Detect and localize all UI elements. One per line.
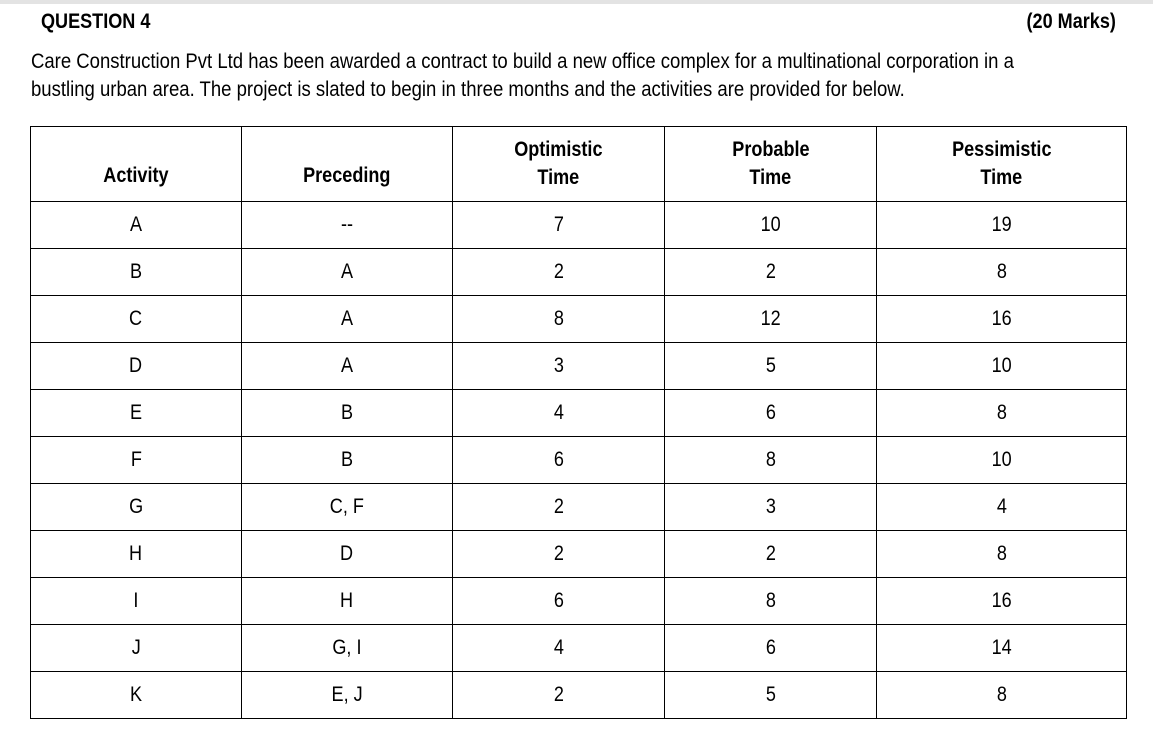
header-probable-time (665, 127, 877, 202)
cell-activity (31, 578, 242, 625)
cell-pessimistic-text: 8 (996, 542, 1007, 565)
cell-probable-text: 10 (760, 213, 781, 236)
cell-preceding (242, 202, 453, 249)
question-header (31, 8, 1116, 38)
cell-preceding (242, 484, 453, 531)
cell-activity-text: F (130, 448, 142, 471)
cell-optimistic (453, 343, 665, 390)
cell-probable (665, 249, 877, 296)
table-row (31, 531, 1127, 578)
cell-optimistic (453, 202, 665, 249)
cell-optimistic (453, 437, 665, 484)
cell-optimistic (453, 390, 665, 437)
intro-line-2: bustling urban area. The project is slated to begin in three months and the activities are provided for below. (31, 78, 905, 101)
cell-activity-text: G (128, 495, 144, 518)
question-marks: (20 Marks) (1026, 10, 1116, 33)
cell-probable (665, 672, 877, 719)
cell-optimistic-text: 2 (553, 542, 564, 565)
cell-optimistic-text: 4 (553, 636, 564, 659)
cell-preceding-text: E, J (331, 683, 363, 706)
cell-pessimistic (877, 625, 1127, 672)
top-divider (0, 0, 1153, 4)
cell-probable-text: 8 (765, 589, 776, 612)
cell-activity (31, 672, 242, 719)
cell-preceding (242, 531, 453, 578)
cell-preceding-text: H (340, 589, 354, 612)
cell-optimistic (453, 531, 665, 578)
cell-optimistic-text: 2 (553, 260, 564, 283)
cell-probable (665, 531, 877, 578)
cell-preceding-text: D (340, 542, 354, 565)
cell-pessimistic (877, 296, 1127, 343)
cell-preceding (242, 343, 453, 390)
table-row (31, 672, 1127, 719)
table-row (31, 578, 1127, 625)
table-header-row (31, 127, 1127, 202)
table-row (31, 202, 1127, 249)
cell-pessimistic (877, 202, 1127, 249)
cell-activity (31, 343, 242, 390)
cell-probable-text: 5 (765, 354, 776, 377)
header-pessimistic-line1: Pessimistic (951, 138, 1052, 161)
cell-pessimistic (877, 484, 1127, 531)
cell-activity (31, 249, 242, 296)
cell-preceding (242, 390, 453, 437)
header-probable-line2: Time (749, 166, 792, 189)
cell-probable-text: 6 (765, 636, 776, 659)
cell-probable-text: 2 (765, 542, 776, 565)
cell-pessimistic-text: 8 (996, 401, 1007, 424)
cell-probable (665, 437, 877, 484)
header-probable-line1: Probable (731, 138, 810, 161)
cell-activity-text: K (129, 683, 143, 706)
cell-pessimistic (877, 249, 1127, 296)
header-preceding-label: Preceding (303, 164, 391, 187)
cell-pessimistic-text: 19 (991, 213, 1012, 236)
cell-activity (31, 531, 242, 578)
cell-probable (665, 484, 877, 531)
cell-preceding (242, 578, 453, 625)
header-pessimistic-line2: Time (980, 166, 1023, 189)
cell-pessimistic-text: 16 (991, 589, 1012, 612)
table-row (31, 343, 1127, 390)
cell-pessimistic (877, 672, 1127, 719)
activity-table (30, 126, 1127, 719)
cell-preceding (242, 296, 453, 343)
cell-pessimistic-text: 14 (991, 636, 1012, 659)
cell-pessimistic (877, 437, 1127, 484)
header-pessimistic-time (877, 127, 1127, 202)
cell-activity (31, 296, 242, 343)
cell-probable-text: 6 (765, 401, 776, 424)
cell-probable-text: 8 (765, 448, 776, 471)
cell-pessimistic (877, 578, 1127, 625)
question-intro (31, 48, 1107, 104)
cell-activity (31, 625, 242, 672)
cell-preceding-text: B (340, 448, 354, 471)
table-row (31, 296, 1127, 343)
cell-preceding-text: G, I (332, 636, 362, 659)
cell-pessimistic (877, 390, 1127, 437)
cell-probable (665, 296, 877, 343)
cell-optimistic-text: 4 (553, 401, 564, 424)
cell-optimistic-text: 2 (553, 683, 564, 706)
cell-activity-text: J (131, 636, 141, 659)
cell-preceding (242, 672, 453, 719)
cell-activity (31, 202, 242, 249)
cell-pessimistic-text: 10 (991, 448, 1012, 471)
header-optimistic-time (453, 127, 665, 202)
header-activity-label: Activity (103, 164, 169, 187)
cell-probable-text: 3 (765, 495, 776, 518)
cell-activity-text: D (129, 354, 143, 377)
cell-pessimistic-text: 10 (991, 354, 1012, 377)
header-optimistic-line1: Optimistic (514, 138, 603, 161)
table-row (31, 484, 1127, 531)
cell-pessimistic-text: 8 (996, 260, 1007, 283)
cell-probable-text: 2 (765, 260, 776, 283)
cell-activity-text: A (129, 213, 143, 236)
table-row (31, 625, 1127, 672)
cell-preceding-text: A (340, 354, 354, 377)
table-row (31, 249, 1127, 296)
cell-probable (665, 390, 877, 437)
cell-optimistic (453, 672, 665, 719)
cell-probable (665, 578, 877, 625)
cell-pessimistic-text: 4 (996, 495, 1007, 518)
cell-activity (31, 390, 242, 437)
cell-optimistic-text: 7 (553, 213, 564, 236)
cell-preceding (242, 249, 453, 296)
cell-activity-text: I (133, 589, 139, 612)
cell-optimistic (453, 625, 665, 672)
cell-optimistic-text: 3 (553, 354, 564, 377)
intro-line-1: Care Construction Pvt Ltd has been awarded a contract to build a new office complex for a multinational corporation in a (31, 50, 1014, 73)
cell-pessimistic-text: 16 (991, 307, 1012, 330)
cell-pessimistic (877, 531, 1127, 578)
cell-pessimistic (877, 343, 1127, 390)
cell-activity-text: E (129, 401, 143, 424)
cell-preceding-text: -- (340, 213, 354, 236)
cell-preceding (242, 437, 453, 484)
cell-optimistic-text: 8 (553, 307, 564, 330)
cell-preceding-text: A (340, 307, 354, 330)
cell-preceding-text: A (340, 260, 354, 283)
cell-pessimistic-text: 8 (996, 683, 1007, 706)
question-title: QUESTION 4 (41, 10, 151, 33)
cell-preceding-text: C, F (329, 495, 365, 518)
cell-activity-text: H (129, 542, 143, 565)
cell-activity-text: B (129, 260, 143, 283)
cell-probable (665, 202, 877, 249)
cell-optimistic (453, 578, 665, 625)
cell-optimistic (453, 484, 665, 531)
cell-probable-text: 5 (765, 683, 776, 706)
table-row (31, 390, 1127, 437)
cell-probable (665, 625, 877, 672)
cell-probable (665, 343, 877, 390)
table-row (31, 437, 1127, 484)
header-optimistic-line2: Time (537, 166, 580, 189)
cell-optimistic (453, 296, 665, 343)
cell-activity (31, 437, 242, 484)
cell-activity (31, 484, 242, 531)
cell-optimistic (453, 249, 665, 296)
cell-activity-text: C (129, 307, 143, 330)
header-preceding (242, 127, 453, 202)
cell-optimistic-text: 6 (553, 589, 564, 612)
cell-probable-text: 12 (760, 307, 781, 330)
cell-preceding (242, 625, 453, 672)
cell-optimistic-text: 6 (553, 448, 564, 471)
cell-preceding-text: B (340, 401, 354, 424)
cell-optimistic-text: 2 (553, 495, 564, 518)
header-activity (31, 127, 242, 202)
